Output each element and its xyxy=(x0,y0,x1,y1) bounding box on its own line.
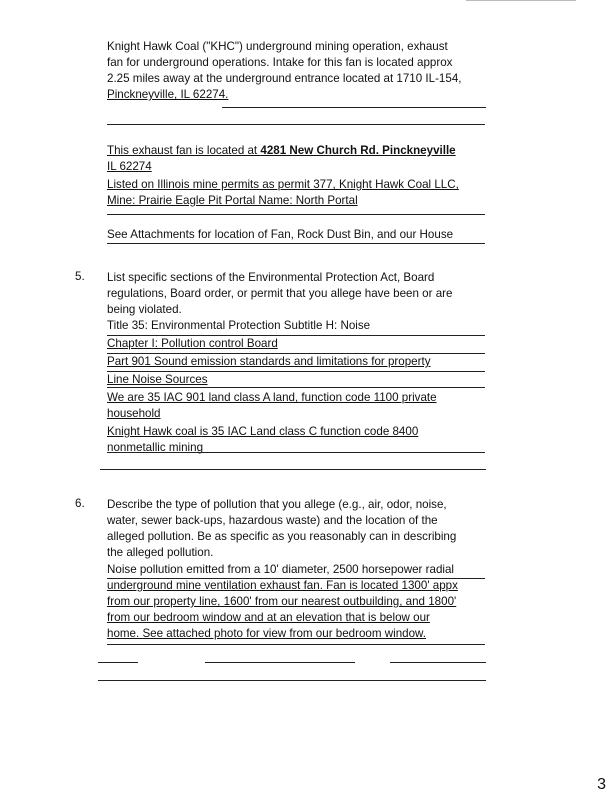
permit-line: Mine: Prairie Eagle Pit Portal Name: North Portal xyxy=(107,194,358,207)
answer-line: Knight Hawk coal is 35 IAC Land class C function code 8400 xyxy=(107,425,419,438)
blank-line xyxy=(107,124,485,125)
blank-line xyxy=(107,387,485,388)
question-line: the alleged pollution. xyxy=(107,546,214,559)
question-line: Describe the type of pollution that you allege (e.g., air, odor, noise, xyxy=(107,498,447,511)
fan-location-address: 4281 New Church Rd. Pinckneyville xyxy=(260,144,456,157)
answer-line: Title 35: Environmental Protection Subtitle H: Noise xyxy=(107,319,371,332)
question-line: being violated. xyxy=(107,303,182,316)
intro-line: 2.25 miles away at the underground entrance located at 1710 IL-154, xyxy=(107,72,462,85)
blank-line xyxy=(390,662,486,663)
answer-line: from our bedroom window and at an elevation that is below our xyxy=(107,611,430,624)
intro-line: Knight Hawk Coal ("KHC") underground mining operation, exhaust xyxy=(107,40,448,53)
item-6-number: 6. xyxy=(75,497,85,510)
fan-location-line2: IL 62274 xyxy=(107,160,152,173)
answer-line: from our property line, 1600' from our nearest outbuilding, and 1800' xyxy=(107,595,457,608)
blank-line xyxy=(98,662,138,663)
answer-line: Line Noise Sources xyxy=(107,373,208,386)
question-line: regulations, Board order, or permit that you allege have been or are xyxy=(107,287,453,300)
fan-location xyxy=(107,143,479,209)
blank-line xyxy=(107,214,485,215)
blank-line xyxy=(107,335,485,336)
intro-line: fan for underground operations. Intake for this fan is located approx xyxy=(107,56,453,69)
question-line: List specific sections of the Environmental Protection Act, Board xyxy=(107,271,435,284)
intro-line: Pinckneyville, IL 62274. xyxy=(107,88,229,101)
answer-line: Part 901 Sound emission standards and limitations for property xyxy=(107,355,431,368)
answer-line: home. See attached photo for view from our bedroom window. xyxy=(107,627,427,640)
item-6-question xyxy=(107,497,479,561)
intro-paragraph xyxy=(107,39,479,103)
answer-line: Noise pollution emitted from a 10' diameter, 2500 horsepower radial xyxy=(107,563,454,576)
question-line: alleged pollution. Be as specific as you reasonably can in describing xyxy=(107,530,457,543)
blank-line xyxy=(107,452,485,453)
blank-line xyxy=(98,680,486,681)
answer-line: underground mine ventilation exhaust fan. Fan is located 1300' appx xyxy=(107,579,458,592)
scan-artifact xyxy=(466,0,576,3)
blank-line xyxy=(107,578,485,579)
blank-line xyxy=(205,662,355,663)
attachments-line: See Attachments for location of Fan, Rock Dust Bin, and our House xyxy=(107,228,454,241)
page-number: 3 xyxy=(597,776,606,793)
item-6-answers xyxy=(107,562,479,642)
permit-line: Listed on Illinois mine permits as permit 377, Knight Hawk Coal LLC, xyxy=(107,178,459,191)
attachments-note xyxy=(107,227,479,243)
blank-line xyxy=(107,371,485,372)
question-line: water, sewer back-ups, hazardous waste) and the location of the xyxy=(107,514,438,527)
blank-line xyxy=(107,353,485,354)
answer-line: Chapter I: Pollution control Board xyxy=(107,337,278,350)
blank-line xyxy=(100,469,486,470)
blank-line xyxy=(222,107,486,108)
blank-line xyxy=(107,644,485,645)
answer-line: nonmetallic mining xyxy=(107,441,204,454)
fan-location-prefix: This exhaust fan is located at xyxy=(107,144,261,157)
answer-line: We are 35 IAC 901 land class A land, function code 1100 private xyxy=(107,391,437,404)
item-5-number: 5. xyxy=(75,270,85,283)
answer-line: household xyxy=(107,407,161,420)
blank-line xyxy=(107,243,485,244)
item-5-question xyxy=(107,270,479,318)
